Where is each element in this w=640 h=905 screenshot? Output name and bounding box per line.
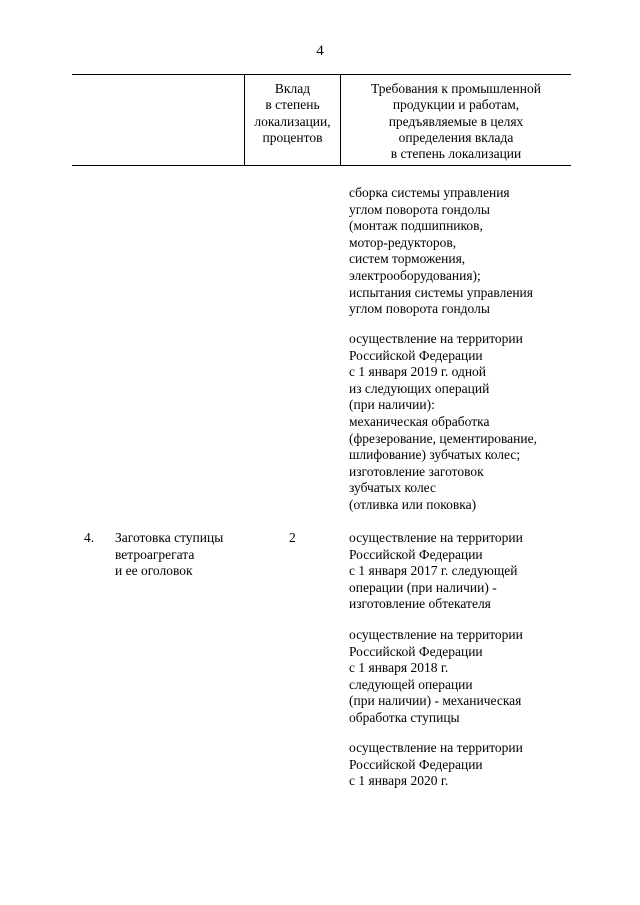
- text-line: осуществление на территории: [349, 331, 523, 346]
- text-line: ветроагрегата: [115, 546, 195, 562]
- text-line: обработка ступицы: [349, 709, 460, 725]
- requirement-block: [349, 740, 573, 790]
- text-line: углом поворота гондолы: [349, 301, 490, 317]
- text-line: операции (при наличии) -: [349, 579, 497, 595]
- table-header: [72, 74, 571, 166]
- header-line: Вклад: [274, 81, 311, 96]
- text-line: (отливка или поковка): [349, 496, 477, 512]
- row-number: 4.: [84, 530, 95, 545]
- text-line: сборка системы управления: [349, 185, 510, 200]
- text-line: шлифование) зубчатых колес;: [349, 447, 521, 463]
- text-line: изготовление обтекателя: [349, 596, 491, 612]
- text-line: (монтаж подшипников,: [349, 218, 483, 234]
- text-line: (фрезерование, цементирование,: [349, 430, 537, 446]
- text-line: испытания системы управления: [349, 284, 533, 300]
- text-line: Российской Федерации: [349, 756, 483, 772]
- requirement-block: [349, 530, 573, 613]
- text-line: осуществление на территории: [349, 530, 523, 545]
- requirement-block: [349, 185, 573, 318]
- text-line: с 1 января 2020 г.: [349, 773, 449, 789]
- header-line: Требования к промышленной: [371, 81, 541, 96]
- header-line: локализации,: [254, 113, 331, 129]
- header-line: продукции и работам,: [392, 97, 520, 113]
- requirement-block: [349, 627, 573, 727]
- text-line: (при наличии):: [349, 397, 435, 413]
- header-line: определения вклада: [398, 129, 514, 145]
- text-line: и ее оголовок: [115, 563, 193, 579]
- text-line: следующей операции: [349, 676, 473, 692]
- text-line: с 1 января 2017 г. следующей: [349, 563, 518, 579]
- text-line: Заготовка ступицы: [115, 530, 224, 545]
- text-line: систем торможения,: [349, 251, 466, 267]
- text-line: Российской Федерации: [349, 347, 483, 363]
- header-line: предъявляемые в целях: [388, 113, 524, 129]
- text-line: мотор-редукторов,: [349, 234, 457, 250]
- text-line: осуществление на территории: [349, 627, 523, 642]
- requirement-block: [349, 331, 573, 514]
- header-line: процентов: [262, 129, 323, 145]
- page-number: 4: [316, 43, 324, 59]
- text-line: Российской Федерации: [349, 643, 483, 659]
- header-line: в степень: [265, 97, 320, 113]
- row-name: [115, 530, 223, 580]
- text-line: углом поворота гондолы: [349, 201, 490, 217]
- header-line: в степень локализации: [390, 146, 522, 162]
- text-line: электрооборудования);: [349, 267, 481, 283]
- text-line: Российской Федерации: [349, 546, 483, 562]
- header-contribution: [245, 81, 340, 146]
- text-line: с 1 января 2019 г. одной: [349, 364, 487, 380]
- text-line: осуществление на территории: [349, 740, 523, 755]
- text-line: из следующих операций: [349, 380, 490, 396]
- text-line: изготовление заготовок: [349, 463, 484, 479]
- text-line: (при наличии) - механическая: [349, 693, 522, 709]
- header-requirements: [341, 81, 571, 162]
- text-line: механическая обработка: [349, 413, 490, 429]
- text-line: зубчатых колес: [349, 480, 437, 496]
- text-line: с 1 января 2018 г.: [349, 660, 449, 676]
- row-contribution: 2: [289, 530, 296, 545]
